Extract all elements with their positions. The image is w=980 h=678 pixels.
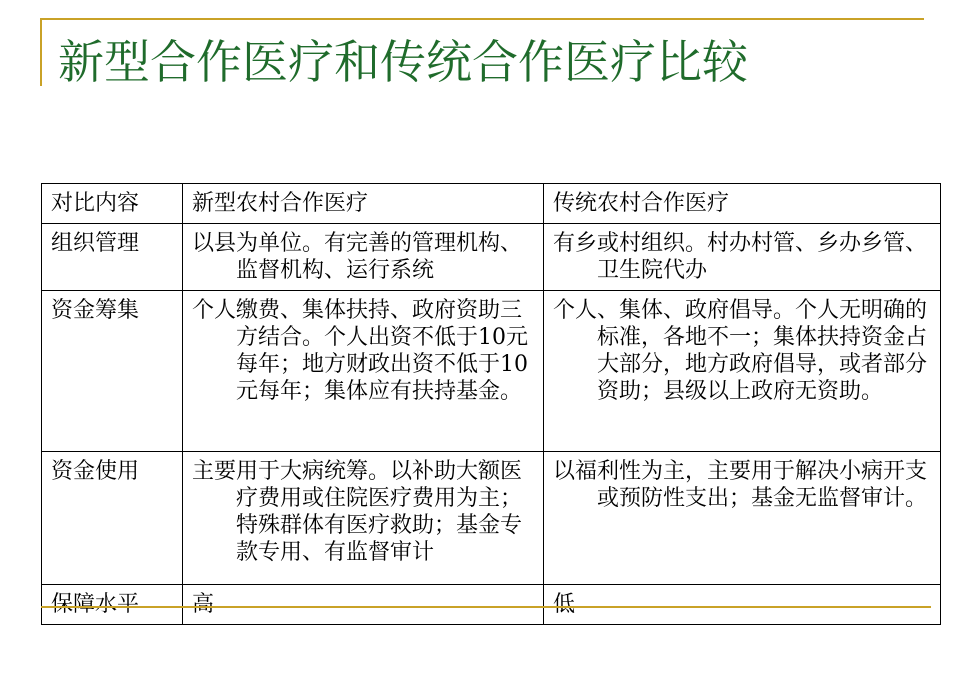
table-row — [42, 291, 941, 452]
left-accent-line — [40, 18, 42, 86]
table-row — [42, 452, 941, 585]
new-cell — [183, 452, 544, 585]
traditional-cell: 低 — [544, 585, 941, 625]
table-row — [42, 224, 941, 291]
table-header-row — [42, 184, 941, 224]
cell-text: 以福利性为主，主要用于解决小病开支或预防性支出；基金无监督审计。 — [553, 459, 928, 511]
header-cell-aspect: 对比内容 — [42, 184, 183, 224]
header-cell-new: 新型农村合作医疗 — [183, 184, 544, 224]
header-cell-traditional: 传统农村合作医疗 — [544, 184, 941, 224]
cell-text: 有乡或村组织。村办村管、乡办乡管、卫生院代办 — [553, 231, 928, 283]
cell-text: 个人、集体、政府倡导。个人无明确的标准，各地不一；集体扶持资金占大部分，地方政府倡导，或者部分资助；县级以上政府无资助。 — [553, 298, 928, 404]
table-row — [42, 585, 941, 625]
cell-text: 以县为单位。有完善的管理机构、监督机构、运行系统 — [192, 231, 523, 283]
slide-title: 新型合作医疗和传统合作医疗比较 — [58, 35, 748, 89]
row-label: 资金使用 — [42, 452, 183, 585]
row-label: 组织管理 — [42, 224, 183, 291]
cell-text: 个人缴费、集体扶持、政府资助三方结合。个人出资不低于10元每年；地方财政出资不低于10元每年；集体应有扶持基金。 — [192, 298, 528, 404]
row-label: 保障水平 — [42, 585, 183, 625]
new-cell: 高 — [183, 585, 544, 625]
new-cell — [183, 224, 544, 291]
traditional-cell — [544, 452, 941, 585]
new-cell — [183, 291, 544, 452]
comparison-table — [41, 183, 941, 625]
traditional-cell — [544, 291, 941, 452]
row-label: 资金筹集 — [42, 291, 183, 452]
bottom-accent-line — [41, 606, 931, 608]
cell-text: 主要用于大病统筹。以补助大额医疗费用或住院医疗费用为主；特殊群体有医疗救助；基金专款专用、有监督审计 — [192, 459, 523, 565]
traditional-cell — [544, 224, 941, 291]
top-accent-line — [40, 18, 924, 20]
